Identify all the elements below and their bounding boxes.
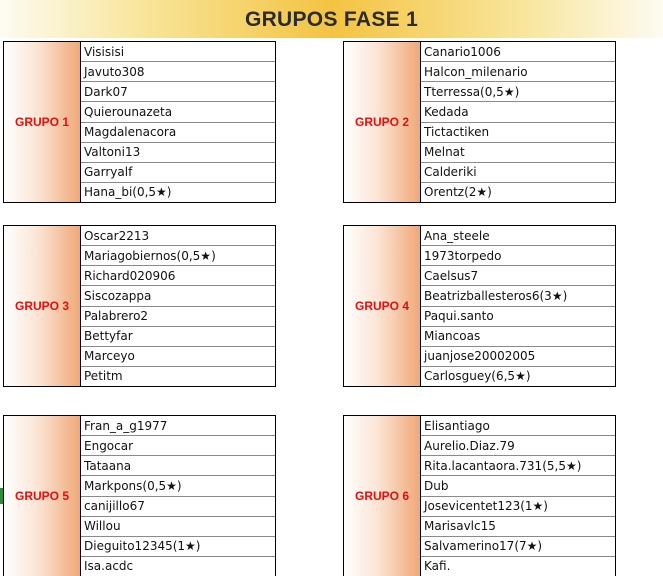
title-bar [0,0,663,38]
member-cell[interactable]: Kafi. [424,559,451,574]
member-cell[interactable]: Tataana [81,456,275,476]
member-cell[interactable]: Josevicentet123(1★) [421,497,615,517]
member-cell[interactable]: Calderiki [421,163,615,183]
member-cell[interactable]: Dieguito12345(1★) [81,537,275,557]
member-cell[interactable]: Paqui.santo [421,307,615,327]
member-cell[interactable]: Isa.acdc [84,559,134,574]
member-cell[interactable]: Miancoas [421,327,615,347]
member-cell[interactable]: Garryalf [81,163,275,183]
member-cell[interactable]: Willou [81,517,275,537]
group-label-cell [4,42,81,202]
member-cell[interactable]: Ana_steele [421,226,615,246]
group-label: GRUPO 1 [14,115,69,129]
member-cell[interactable]: Visisisi [81,42,275,62]
member-cell[interactable]: Orentz(2★) [424,185,492,200]
group-1-panel [3,41,276,203]
group-label-cell [344,42,421,202]
member-list [81,42,275,202]
member-cell[interactable]: Carlosguey(6,5★) [424,369,531,384]
member-cell[interactable]: Siscozappa [81,286,275,306]
group-label-cell [344,226,421,386]
member-cell[interactable]: Engocar [81,436,275,456]
member-cell[interactable]: Marceyo [81,347,275,367]
member-list [421,42,615,202]
member-list [421,226,615,386]
member-cell[interactable]: Halcon_milenario [421,62,615,82]
member-cell[interactable]: Rita.lacantaora.731(5,5★) [421,456,615,476]
member-cell[interactable]: Valtoni13 [81,143,275,163]
member-cell[interactable]: Dark07 [81,82,275,102]
member-cell[interactable]: Caelsus7 [421,266,615,286]
member-list [421,416,615,576]
member-cell[interactable]: Dub [421,476,615,496]
group-5-panel [3,415,276,576]
member-cell[interactable]: Hana_bi(0,5★) [84,185,172,200]
group-label-cell [344,416,421,576]
group-label: GRUPO 6 [354,489,409,503]
group-3-panel [3,225,276,387]
member-cell[interactable]: 1973torpedo [421,246,615,266]
page-title: GRUPOS FASE 1 [244,8,419,31]
group-2-panel [343,41,616,203]
group-label: GRUPO 5 [14,489,69,503]
group-6-panel [343,415,616,576]
member-cell[interactable]: Magdalenacora [81,123,275,143]
member-cell[interactable]: Markpons(0,5★) [81,476,275,496]
member-cell[interactable]: Salvamerino17(7★) [421,537,615,557]
group-label: GRUPO 4 [354,299,409,313]
group-4-panel [343,225,616,387]
group-label-cell [4,226,81,386]
member-list [81,416,275,576]
member-cell[interactable]: Quierounazeta [81,102,275,122]
member-cell[interactable]: Marisavlc15 [421,517,615,537]
member-cell[interactable]: Melnat [421,143,615,163]
member-cell[interactable]: Tterressa(0,5★) [421,82,615,102]
member-cell[interactable]: Oscar2213 [81,226,275,246]
member-list [81,226,275,386]
group-label-cell [4,416,81,576]
member-cell[interactable]: Petitm [84,369,123,384]
member-cell[interactable]: Kedada [421,102,615,122]
member-cell[interactable]: Bettyfar [81,327,275,347]
group-label: GRUPO 3 [14,299,69,313]
member-cell[interactable]: Elisantiago [421,416,615,436]
member-cell[interactable]: Mariagobiernos(0,5★) [81,246,275,266]
member-cell[interactable]: Beatrizballesteros6(3★) [421,286,615,306]
member-cell[interactable]: Richard020906 [81,266,275,286]
member-cell[interactable]: Fran_a_g1977 [81,416,275,436]
member-cell[interactable]: Javuto308 [81,62,275,82]
member-cell[interactable]: canijillo67 [81,497,275,517]
member-cell[interactable]: Palabrero2 [81,307,275,327]
member-cell[interactable]: juanjose20002005 [421,347,615,367]
member-cell[interactable]: Tictactiken [421,123,615,143]
member-cell[interactable]: Canario1006 [421,42,615,62]
group-label: GRUPO 2 [354,115,409,129]
member-cell[interactable]: Aurelio.Diaz.79 [421,436,615,456]
